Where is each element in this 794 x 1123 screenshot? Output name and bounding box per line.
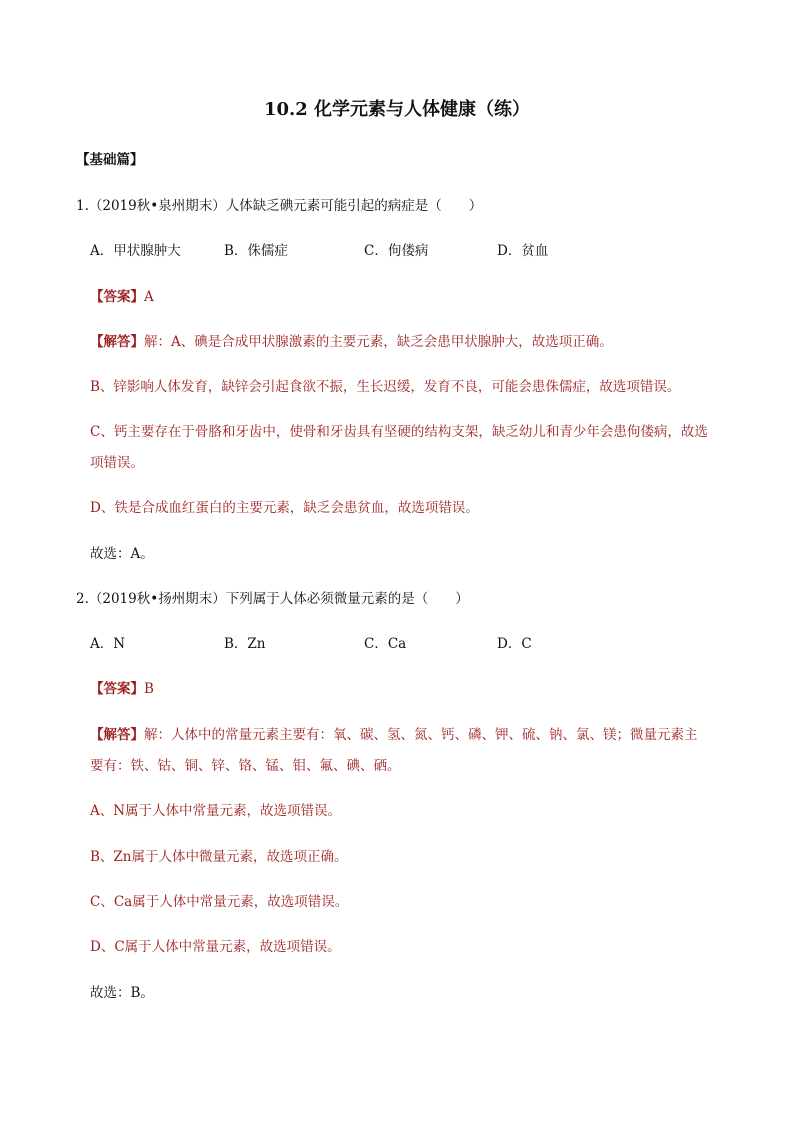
question-2-option-b: B．Zn bbox=[224, 636, 266, 652]
question-2-stem: 2.（2019秋•扬州期末）下列属于人体必须微量元素的是（ ） bbox=[76, 591, 469, 607]
question-2-explanation-line bbox=[90, 726, 698, 744]
section-label: 【基础篇】 bbox=[76, 152, 144, 168]
answer-tag: 【答案】 bbox=[90, 681, 144, 697]
question-1-answer bbox=[90, 288, 154, 306]
question-2-explanation-line: B、Zn属于人体中微量元素，故选项正确。 bbox=[90, 849, 348, 865]
question-2-explanation-line: A、N属于人体中常量元素，故选项错误。 bbox=[90, 803, 342, 819]
question-2-option-a: A．N bbox=[90, 636, 126, 652]
answer-value: B bbox=[144, 681, 154, 697]
explanation-tag: 【解答】 bbox=[90, 727, 144, 743]
explanation-tag: 【解答】 bbox=[90, 334, 144, 350]
document-title: 10.2 化学元素与人体健康（练） bbox=[263, 99, 531, 120]
question-1-explanation-line: B、锌影响人体发育，缺锌会引起食欲不振，生长迟缓，发育不良，可能会患侏儒症，故选项错误。 bbox=[90, 379, 681, 395]
question-1-explanation-line: D、铁是合成血红蛋白的主要元素，缺乏会患贫血，故选项错误。 bbox=[90, 500, 479, 516]
answer-tag: 【答案】 bbox=[90, 289, 144, 305]
question-1-explanation-line: C、钙主要存在于骨胳和牙齿中，使骨和牙齿具有坚硬的结构支架，缺乏幼儿和青少年会患佝偻病，故选 bbox=[90, 424, 708, 440]
question-1-option-a: A．甲状腺肿大 bbox=[90, 243, 181, 259]
question-2-explanation-line: C、Ca属于人体中常量元素，故选项错误。 bbox=[90, 894, 349, 910]
question-2-explanation-line: D、C属于人体中常量元素，故选项错误。 bbox=[90, 939, 341, 955]
question-2-final-choice: 故选：B。 bbox=[90, 985, 154, 1001]
explanation-text: 解：人体中的常量元素主要有：氧、碳、氢、氮、钙、磷、钾、硫、钠、氯、镁；微量元素主 bbox=[144, 727, 698, 743]
question-2-answer bbox=[90, 680, 154, 698]
question-1-option-d: D．贫血 bbox=[497, 243, 549, 259]
question-2-option-d: D．C bbox=[497, 636, 532, 652]
question-1-option-c: C．佝偻病 bbox=[364, 243, 429, 259]
question-1-stem: 1.（2019秋•泉州期末）人体缺乏碘元素可能引起的病症是（ ） bbox=[76, 198, 483, 214]
answer-value: A bbox=[144, 289, 154, 305]
question-1-final-choice: 故选：A。 bbox=[90, 546, 154, 562]
explanation-text: 解：A、碘是合成甲状腺激素的主要元素，缺乏会患甲状腺肿大，故选项正确。 bbox=[144, 334, 613, 350]
question-1-explanation-line: 项错误。 bbox=[90, 455, 144, 471]
question-1-option-b: B．侏儒症 bbox=[224, 243, 288, 259]
question-2-explanation-line: 要有：铁、钴、铜、锌、铬、锰、钼、氟、碘、硒。 bbox=[90, 758, 401, 774]
question-1-explanation-line bbox=[90, 333, 613, 351]
question-2-option-c: C．Ca bbox=[364, 636, 407, 652]
